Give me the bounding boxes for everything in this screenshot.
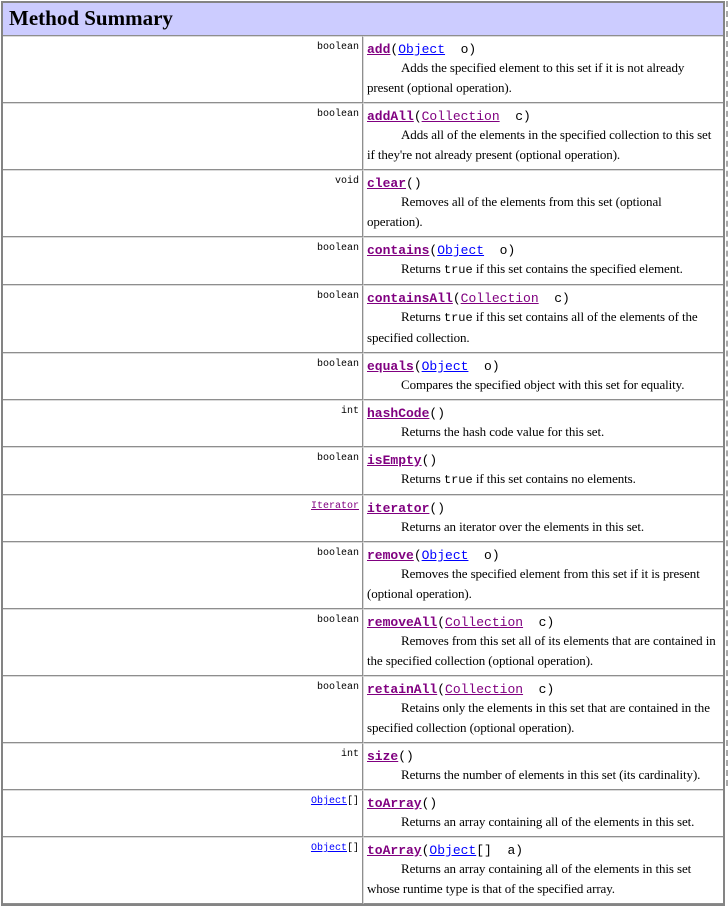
method-description <box>367 765 719 785</box>
method-signature <box>367 240 719 259</box>
return-type-cell <box>3 609 363 676</box>
method-row-toArray <box>3 790 723 837</box>
method-cell <box>363 170 723 237</box>
text-part: boolean <box>316 42 359 53</box>
text-part: Retains only the elements in this set that are contained in the specified collection (optional operation). <box>367 700 710 735</box>
method-signature <box>367 793 719 812</box>
method-cell <box>363 609 723 676</box>
method-description <box>367 125 719 165</box>
method-description <box>367 564 719 604</box>
object-link[interactable]: Object <box>429 843 477 858</box>
object-link[interactable]: Object <box>421 359 469 374</box>
method-description <box>367 422 719 442</box>
method-signature <box>367 545 719 564</box>
text-part: Returns <box>401 261 444 276</box>
text-part: ( <box>437 615 446 630</box>
object-link[interactable]: Object <box>310 843 347 854</box>
addall-link[interactable]: addAll <box>367 109 414 124</box>
return-type-cell <box>3 676 363 743</box>
method-cell <box>363 353 723 400</box>
collection-link[interactable]: Collection <box>421 109 500 124</box>
return-type-cell <box>3 36 363 103</box>
text-part: ( <box>413 359 422 374</box>
text-part: boolean <box>316 109 359 120</box>
method-cell <box>363 36 723 103</box>
return-type-cell <box>3 285 363 353</box>
text-part: c) <box>499 109 531 124</box>
text-part: o) <box>484 243 516 258</box>
inline-code: true <box>443 311 473 325</box>
text-part: () <box>429 501 446 516</box>
text-part: () <box>421 796 438 811</box>
text-part: int <box>340 406 359 417</box>
method-row-clear <box>3 170 723 237</box>
text-part: Returns an array containing all of the elements in this set whose runtime type is that of the specified array. <box>367 861 692 896</box>
method-description <box>367 631 719 671</box>
method-signature <box>367 106 719 125</box>
method-signature <box>367 679 719 698</box>
javadoc-page <box>0 1 728 896</box>
text-part: o) <box>468 548 500 563</box>
method-signature <box>367 173 719 192</box>
collection-link[interactable]: Collection <box>460 291 539 306</box>
text-part: () <box>406 176 422 191</box>
text-part: ( <box>413 548 422 563</box>
text-part: ( <box>452 291 461 306</box>
text-part: Removes the specified element from this set if it is present (optional operation). <box>367 566 700 601</box>
hashcode-link[interactable]: hashCode <box>367 406 430 421</box>
return-type-cell <box>3 743 363 790</box>
text-part: o) <box>468 359 500 374</box>
text-part: if this set contains no elements. <box>472 471 636 486</box>
method-cell <box>363 790 723 837</box>
method-cell <box>363 837 723 904</box>
method-row-isEmpty <box>3 447 723 495</box>
text-part: o) <box>445 42 477 57</box>
method-row-add <box>3 36 723 103</box>
text-part: boolean <box>316 548 359 559</box>
method-row-toArray <box>3 837 723 904</box>
method-row-addAll <box>3 103 723 170</box>
method-cell <box>363 285 723 353</box>
iterator-link[interactable]: iterator <box>367 501 430 516</box>
text-part: Returns <box>401 309 444 324</box>
text-part: void <box>334 176 359 187</box>
text-part: ( <box>421 843 430 858</box>
return-type-cell <box>3 400 363 447</box>
return-type-cell <box>3 837 363 904</box>
text-part: boolean <box>316 615 359 626</box>
iterator-link[interactable]: Iterator <box>310 501 359 512</box>
method-signature <box>367 498 719 517</box>
method-row-retainAll <box>3 676 723 743</box>
method-cell <box>363 447 723 495</box>
method-description <box>367 812 719 832</box>
return-type-cell <box>3 542 363 609</box>
return-type-cell <box>3 170 363 237</box>
toarray-link[interactable]: toArray <box>367 796 422 811</box>
method-signature <box>367 403 719 422</box>
text-part: Adds all of the elements in the specified collection to this set if they're not already present (optional operation). <box>367 127 712 162</box>
inline-code: true <box>443 473 473 487</box>
text-part: boolean <box>316 291 359 302</box>
method-cell <box>363 743 723 790</box>
text-part: int <box>340 749 359 760</box>
method-signature <box>367 356 719 375</box>
method-row-iterator <box>3 495 723 542</box>
method-row-remove <box>3 542 723 609</box>
return-type-cell <box>3 237 363 285</box>
method-cell <box>363 237 723 285</box>
method-signature <box>367 450 719 469</box>
return-type-cell <box>3 447 363 495</box>
text-part: if this set contains the specified element. <box>472 261 683 276</box>
object-link[interactable]: Object <box>310 796 347 807</box>
method-row-contains <box>3 237 723 285</box>
method-cell <box>363 495 723 542</box>
text-part: Returns an array containing all of the elements in this set. <box>401 814 695 829</box>
text-part: c) <box>523 682 555 697</box>
method-row-equals <box>3 353 723 400</box>
text-part: Returns <box>401 471 444 486</box>
text-part: boolean <box>316 359 359 370</box>
toarray-link[interactable]: toArray <box>367 843 422 858</box>
method-row-hashCode <box>3 400 723 447</box>
method-cell <box>363 400 723 447</box>
return-type-cell <box>3 495 363 542</box>
header-row <box>3 3 723 36</box>
method-row-removeAll <box>3 609 723 676</box>
collection-link[interactable]: Collection <box>445 615 524 630</box>
method-description <box>367 469 719 490</box>
text-part: [] <box>346 796 359 807</box>
method-description <box>367 517 719 537</box>
method-cell <box>363 676 723 743</box>
method-description <box>367 698 719 738</box>
text-part: ( <box>429 243 438 258</box>
method-description <box>367 859 719 899</box>
retainall-link[interactable]: retainAll <box>367 682 438 697</box>
text-part: if this set contains all of the elements of the specified collection. <box>367 309 698 345</box>
equals-link[interactable]: equals <box>367 359 414 374</box>
text-part: () <box>421 453 438 468</box>
containsall-link[interactable]: containsAll <box>367 291 453 306</box>
method-description <box>367 58 719 98</box>
object-link[interactable]: Object <box>398 42 446 57</box>
object-link[interactable]: Object <box>421 548 469 563</box>
text-part: Adds the specified element to this set if it is not already present (optional operation). <box>367 60 685 95</box>
text-part: ( <box>390 42 399 57</box>
text-part: () <box>398 749 414 764</box>
method-description <box>367 375 719 395</box>
text-part: ( <box>437 682 446 697</box>
text-part: c) <box>523 615 555 630</box>
text-part: Returns the number of elements in this set (its cardinality). <box>401 767 701 782</box>
text-part: ( <box>413 109 422 124</box>
clear-link[interactable]: clear <box>367 176 407 191</box>
method-cell <box>363 542 723 609</box>
remove-link[interactable]: remove <box>367 548 414 563</box>
method-signature <box>367 746 719 765</box>
isempty-link[interactable]: isEmpty <box>367 453 422 468</box>
text-part: Returns an iterator over the elements in this set. <box>401 519 645 534</box>
text-part: [] <box>346 843 359 854</box>
text-part: boolean <box>316 243 359 254</box>
method-signature <box>367 39 719 58</box>
text-part: Removes all of the elements from this set (optional operation). <box>367 194 662 229</box>
return-type-cell <box>3 353 363 400</box>
inline-code: true <box>443 263 473 277</box>
add-link[interactable]: add <box>367 42 391 57</box>
text-part: c) <box>538 291 570 306</box>
method-row-size <box>3 743 723 790</box>
text-part: boolean <box>316 453 359 464</box>
method-description <box>367 307 719 348</box>
method-summary-table <box>1 1 725 906</box>
return-type-cell <box>3 103 363 170</box>
collection-link[interactable]: Collection <box>445 682 524 697</box>
text-part: () <box>429 406 446 421</box>
method-signature <box>367 840 719 859</box>
text-part: Returns the hash code value for this set. <box>401 424 605 439</box>
method-cell <box>363 103 723 170</box>
table-title: Method Summary <box>3 3 723 36</box>
contains-link[interactable]: contains <box>367 243 430 258</box>
text-part: Compares the specified object with this set for equality. <box>401 377 685 392</box>
method-row-containsAll <box>3 285 723 353</box>
text-part: Removes from this set all of its elements that are contained in the specified collection (optional operation). <box>367 633 716 668</box>
method-signature <box>367 612 719 631</box>
return-type-cell <box>3 790 363 837</box>
size-link[interactable]: size <box>367 749 399 764</box>
text-part: [] a) <box>476 843 524 858</box>
method-signature <box>367 288 719 307</box>
method-description <box>367 259 719 280</box>
object-link[interactable]: Object <box>437 243 485 258</box>
method-description <box>367 192 719 232</box>
text-part: boolean <box>316 682 359 693</box>
removeall-link[interactable]: removeAll <box>367 615 438 630</box>
